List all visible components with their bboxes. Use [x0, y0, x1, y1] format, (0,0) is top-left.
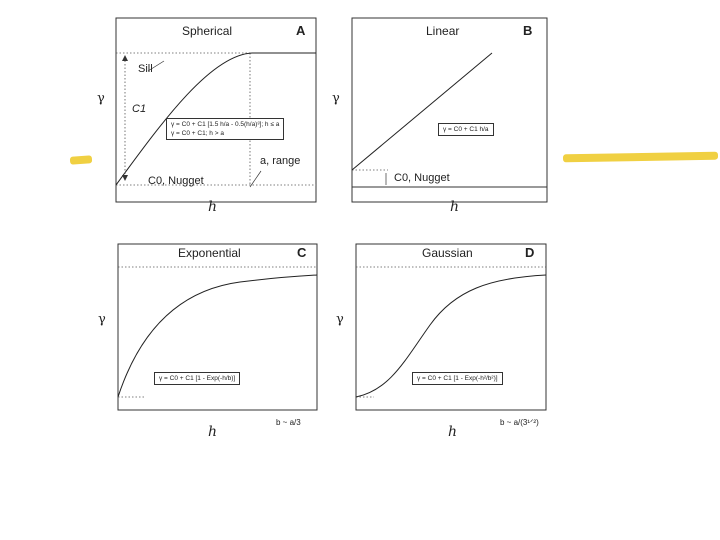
- gaussian-formula-box: [412, 372, 503, 385]
- nugget-label: C0, Nugget: [148, 175, 204, 187]
- exponential-formula-box: [154, 372, 240, 385]
- spherical-formula-line2: γ = C0 + C1; h > a: [171, 130, 224, 137]
- range-pointer: [250, 171, 261, 187]
- linear-nugget-label: C0, Nugget: [394, 172, 450, 184]
- exponential-b-label: b ~ a/3: [276, 418, 301, 427]
- gaussian-b-label: b ~ a/(3¹ᐟ²): [500, 418, 539, 427]
- exponential-formula-line1: γ = C0 + C1 [1 - Exp(-h/b)]: [159, 375, 236, 382]
- highlighter-stroke-left: [70, 155, 93, 165]
- linear-gamma-label: γ: [332, 91, 340, 106]
- exponential-gamma-label: γ: [98, 312, 106, 327]
- spherical-formula-box: [166, 118, 284, 140]
- gaussian-formula-line1: γ = C0 + C1 [1 - Exp(-h²/b²)]: [417, 375, 498, 382]
- linear-plot: [330, 15, 550, 220]
- c1-label: C1: [132, 103, 147, 115]
- exponential-plot: [100, 240, 320, 445]
- panel-linear: [330, 15, 550, 220]
- gaussian-gamma-label: γ: [336, 312, 344, 327]
- sill-label: Sill: [138, 63, 153, 75]
- spherical-letter: A: [296, 23, 306, 38]
- gaussian-h-label: h: [448, 424, 458, 440]
- highlighter-stroke-right: [563, 152, 718, 163]
- panel-gaussian: [330, 240, 550, 445]
- panel-spherical: [97, 15, 320, 220]
- gaussian-title: Gaussian: [422, 246, 473, 260]
- exponential-letter: C: [297, 245, 307, 260]
- gaussian-letter: D: [525, 245, 535, 260]
- linear-line: [352, 53, 492, 170]
- linear-h-label: h: [450, 199, 460, 215]
- linear-formula-line1: γ = C0 + C1 h/a: [443, 126, 489, 133]
- exponential-frame: [118, 244, 317, 410]
- spherical-gamma-label: γ: [97, 91, 105, 106]
- exponential-title: Exponential: [178, 246, 241, 260]
- linear-formula-box: [438, 123, 494, 136]
- gaussian-plot: [330, 240, 550, 445]
- spherical-formula-line1: γ = C0 + C1 [1.5 h/a - 0.5(h/a)³]; h ≤ a: [171, 121, 280, 128]
- linear-title: Linear: [426, 24, 460, 38]
- exponential-h-label: h: [208, 424, 218, 440]
- linear-letter: B: [523, 23, 533, 38]
- spherical-h-label: h: [208, 199, 218, 215]
- gaussian-frame: [356, 244, 546, 410]
- panel-exponential: [100, 240, 320, 445]
- range-label: a, range: [260, 155, 301, 167]
- spherical-title: Spherical: [182, 24, 233, 38]
